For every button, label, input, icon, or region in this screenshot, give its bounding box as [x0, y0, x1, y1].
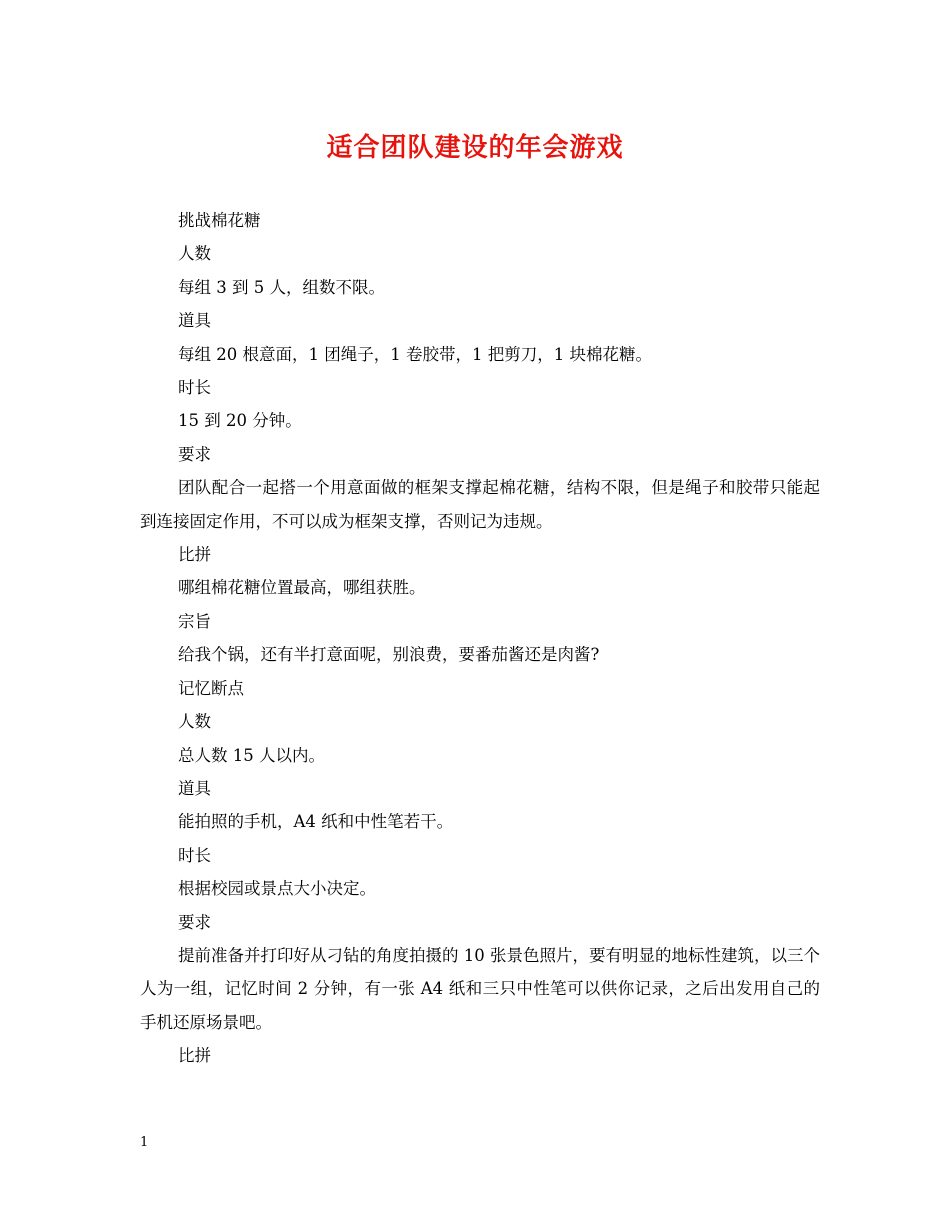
document-title: 适合团队建设的年会游戏 — [326, 133, 624, 163]
paragraph: 给我个锅，还有半打意面呢，别浪费，要番茄酱还是肉酱? — [178, 645, 600, 665]
paragraph: 总人数 15 人以内。 — [178, 745, 325, 765]
paragraph: 宗旨 — [178, 611, 211, 631]
paragraph: 哪组棉花糖位置最高，哪组获胜。 — [178, 578, 426, 598]
paragraph: 要求 — [178, 444, 211, 464]
paragraph: 人数 — [178, 244, 211, 264]
page-number: 1 — [140, 1135, 149, 1150]
paragraph: 时长 — [178, 845, 211, 865]
paragraph: 能拍照的手机，A4 纸和中性笔若干。 — [178, 812, 454, 832]
paragraph: 人数 — [178, 712, 211, 732]
paragraph: 团队配合一起搭一个用意面做的框架支撑起棉花糖，结构不限，但是绳子和胶带只能起到连接固定作用，不可以成为框架支撑，否则记为违规。 — [140, 478, 820, 531]
paragraph: 15 到 20 分钟。 — [178, 411, 302, 431]
paragraph: 每组 20 根意面，1 团绳子，1 卷胶带，1 把剪刀，1 块棉花糖。 — [178, 344, 652, 364]
paragraph: 要求 — [178, 912, 211, 932]
paragraph: 根据校园或景点大小决定。 — [178, 879, 376, 899]
paragraph: 比拼 — [178, 1046, 211, 1066]
paragraph: 道具 — [178, 778, 211, 798]
paragraph: 道具 — [178, 311, 211, 331]
paragraph: 提前准备并打印好从刁钻的角度拍摄的 10 张景色照片，要有明显的地标性建筑，以三个人为一组，记忆时间 2 分钟，有一张 A4 纸和三只中性笔可以供你记录，之后出发用自己的手机还原场景吧。 — [140, 945, 820, 1032]
paragraph: 比拼 — [178, 545, 211, 565]
paragraph: 时长 — [178, 378, 211, 398]
paragraph: 记忆断点 — [178, 678, 244, 698]
document-body — [140, 204, 820, 1073]
paragraph: 每组 3 到 5 人，组数不限。 — [178, 277, 385, 297]
paragraph: 挑战棉花糖 — [178, 211, 261, 230]
